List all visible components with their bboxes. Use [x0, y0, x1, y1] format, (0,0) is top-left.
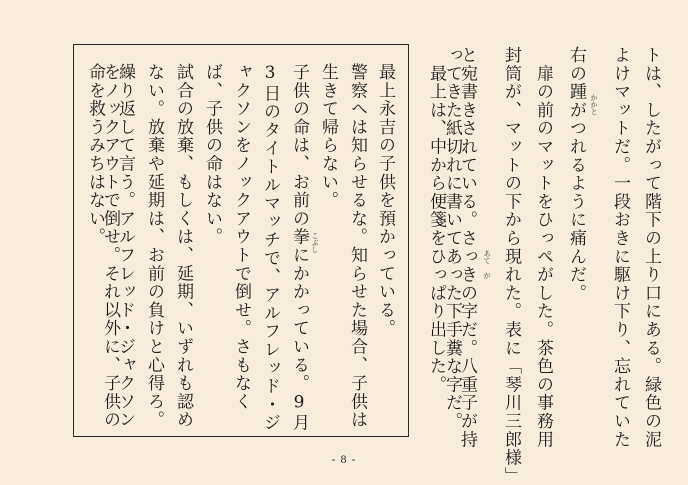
ruby-annotation: かかと — [590, 94, 598, 115]
narrative-line: と宛書きされている。さっきの字だ。八重子が持 — [457, 46, 477, 449]
letter-line: 子供の命は、お前の拳にかかっている。9月 — [289, 63, 309, 432]
letter-line: 最上永吉の子供を預かっている。 — [375, 63, 395, 338]
letter-line: 命を救うみちはない。 — [85, 63, 105, 246]
letter-line: をノックアウトで倒せ。それ以外に、子供の — [100, 63, 120, 429]
page-number: - 8 - — [331, 452, 357, 466]
narrative-line: 右の踵がつれるように痛んだ。 — [566, 46, 586, 303]
ruby-annotation: あて が — [483, 250, 491, 279]
narrative-line: 封筒が、マットの下から現れた。表に「琴川三郎様」 — [501, 46, 521, 485]
letter-line: 警察へは知らせるな。知らせた場合、子供は — [347, 63, 367, 429]
narrative-line: よけマットだ。一段おきに駆け下り、忘れていた — [610, 46, 630, 449]
narrative-line: ってきた紙切れに書いてあった下手糞な字だ。 — [442, 46, 462, 431]
letter-line: 試合の放棄、もしくは、延期、いずれも認め — [173, 63, 193, 429]
narrative-line: トは、したがって階下の上り口にある。緑色の泥 — [641, 46, 661, 449]
narrative-line: 扉の前のマットをひっぺがした。茶色の事務用 — [533, 46, 553, 449]
letter-line: ない。放棄や延期は、お前の負けと心得ろ。 — [144, 63, 164, 429]
letter-line: 生きて帰らない。 — [318, 63, 338, 210]
letter-line: ャクソンをノックアウトで倒せ。さもなく — [231, 63, 251, 411]
letter-line: 繰り返して言う。アルフレッド・ジャクソン — [115, 63, 135, 429]
narrative-line: 最上は、中から便箋をひっぱり出した。 — [426, 46, 446, 394]
letter-line: ば、子供の命はない。 — [202, 63, 222, 246]
letter-line: 3日のタイトルマッチで、アルフレッド・ジ — [260, 63, 280, 432]
ruby-annotation: こぶし — [311, 232, 319, 253]
